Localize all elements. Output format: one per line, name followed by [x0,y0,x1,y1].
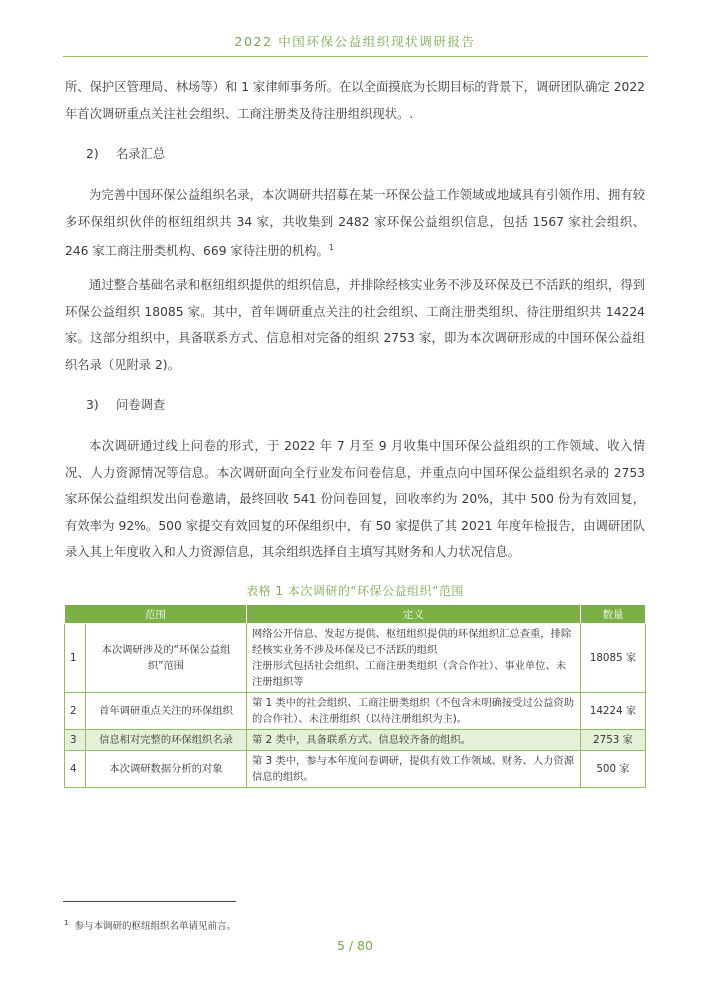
table-header-row [65,605,646,624]
column-header-definition: 定义 [247,605,581,624]
heading-questionnaire [86,395,165,413]
row-index: 1 [65,624,86,693]
column-header-quantity: 数量 [581,605,646,624]
table-row [65,730,646,751]
row-quantity: 18085 家 [581,624,646,693]
footnote-reference[interactable]: 1 [328,243,334,253]
row-quantity: 500 家 [581,751,646,788]
row-scope: 本次调研涉及的“环保公益组织”范围 [86,624,247,693]
paragraph-directory [65,182,645,265]
table-row [65,624,646,693]
footnote-divider [63,901,236,902]
heading-number: 3) [86,398,99,412]
row-definition: 第 3 类中，参与本年度问卷调研，提供有效工作领域、财务、人力资源信息的组织。 [247,751,581,788]
footnote-text: 参与本调研的枢纽组织名单请见前言。 [74,921,236,932]
row-index: 4 [65,751,86,788]
paragraph-intro: 所、保护区管理局、林场等）和 1 家律师事务所。在以全面摸底为长期目标的背景下，调研团队确定 2022 年首次调研重点关注社会组织、工商注册类及待注册组织现状。. [65,80,645,121]
paragraph-directory-text: 为完善中国环保公益组织名录，本次调研共招募在某一环保公益工作领域或地域具有引领作用、拥有较多环保组织伙伴的枢纽组织共 34 家，共收集到 2482 家环保公益组织信息，包括 1567 家社会组织、246 家工商注册类机构、669 家待注册的机构。 [65,188,645,259]
scope-table [64,604,646,788]
row-quantity: 2753 家 [581,730,646,751]
table-row [65,693,646,730]
footnote-mark: 1 [64,918,69,927]
row-index: 3 [65,730,86,751]
row-quantity: 14224 家 [581,693,646,730]
row-scope: 本次调研数据分析的对象 [86,751,247,788]
header-divider [63,56,648,57]
heading-title: 问卷调查 [116,398,166,412]
row-index: 2 [65,693,86,730]
table-caption: 表格 1 本次调研的“环保公益组织”范围 [246,584,464,598]
heading-number: 2) [86,147,99,161]
row-definition: 第 1 类中的社会组织、工商注册类组织（不包含未明确接受过公益资助的合作社）、未注册组织（以待注册组织为主)。 [247,693,581,730]
footnote [64,918,236,932]
row-scope: 首年调研重点关注的环保组织 [86,693,247,730]
row-scope: 信息相对完整的环保组织名录 [86,730,247,751]
paragraph-questionnaire: 本次调研通过线上问卷的形式，于 2022 年 7 月至 9 月收集中国环保公益组织的工作领域、收入情况、人力资源情况等信息。本次调研面向全行业发布问卷信息，并重点向中国环保公益组织名录的 2753 家环保公益组织发出问卷邀请，最终回收 541 份问卷回复，回收率约为 20%，其中 500 份为有效回复，有效率为 92%。500 家提交有效回复的环保组织中，有 50 家提供了其 2021 年度年检报告，由调研团队录入其上年度收入和人力资源信息，其余组织选择自主填写其财务和人力状况信息。 [65,439,645,560]
paragraph-integration: 通过整合基础名录和枢纽组织提供的组织信息，并排除经核实业务不涉及环保及已不活跃的组织，得到环保公益组织 18085 家。其中，首年调研重点关注的社会组织、工商注册类组织、待注册组织共 14224 家。这部分组织中，具备联系方式、信息相对完备的组织 2753 家，即为本次调研形成的中国环保公益组织名录（见附录 2)。 [65,278,645,372]
table-row [65,751,646,788]
page-header: 2022 中国环保公益组织现状调研报告 [234,34,476,49]
page-number: 5 / 80 [336,938,374,953]
heading-title: 名录汇总 [116,147,166,161]
row-definition: 第 2 类中，具备联系方式、信息较齐备的组织。 [247,730,581,751]
row-definition: 网络公开信息、发起方提供、枢纽组织提供的环保组织汇总查重，排除经核实业务不涉及环保及已不活跃的组织 注册形式包括社会组织、工商注册类组织（含合作社）、事业单位、未注册组织等 [247,624,581,693]
heading-directory-summary [86,144,165,162]
column-header-scope: 范围 [65,605,247,624]
